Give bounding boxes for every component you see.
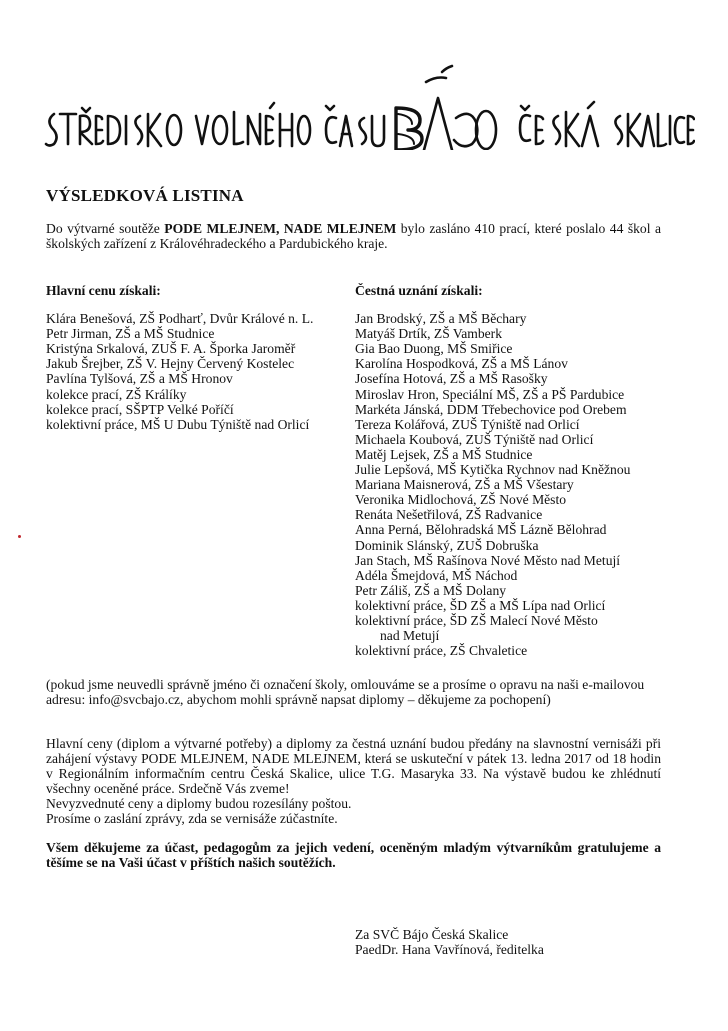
signature-line-1: Za SVČ Bájo Česká Skalice [355,927,509,942]
list-item: Adéla Šmejdová, MŠ Náchod [355,567,518,583]
list-item: kolekce prací, ZŠ Králíky [46,386,187,402]
list-item: Jan Stach, MŠ Rašínova Nové Město nad Metují [355,552,621,568]
stray-ink-mark [18,535,21,538]
list-item: kolektivní práce, ZŠ Chvaletice [355,643,528,659]
list-item: Michaela Koubová, ZUŠ Týniště nad Orlicí [355,431,594,447]
mailing-info [46,796,661,826]
intro-after: bylo zasláno 410 prací, které poslalo 44 škol a školských zařízení z Královéhradeckého a Pardubického kraje. [46,221,661,252]
page-title: VÝSLEDKOVÁ LISTINA [46,186,244,205]
list-item-continuation: nad Metují [380,628,440,644]
mailing-line-2: Prosíme o zaslání zprávy, zda se vernisáže zúčastníte. [46,811,338,827]
intro-paragraph [46,221,661,251]
mailing-line-1: Nevyzvednuté ceny a diplomy budou rozesílány poštou. [46,796,352,811]
list-item: Klára Benešová, ZŠ Podharť, Dvůr Králové n. L. [46,311,314,327]
main-prizes-section [46,283,346,432]
list-item: Petr Jirman, ZŠ a MŠ Studnice [46,326,215,342]
list-item: Karolína Hospodková, ZŠ a MŠ Lánov [355,356,568,372]
list-item: Jakub Šrejber, ZŠ V. Hejny Červený Kostelec [46,356,295,372]
list-item: kolektivní práce, ŠD ZŠ a MŠ Lípa nad Orlicí [355,597,606,613]
list-item: Jan Brodský, ZŠ a MŠ Běchary [355,311,527,327]
main-prizes-heading: Hlavní cenu získali: [46,283,161,298]
list-item: Veronika Midlochová, ZŠ Nové Město [355,492,567,508]
list-item: Markéta Jánská, DDM Třebechovice pod Orebem [355,401,627,417]
list-item: Anna Perná, Bělohradská MŠ Lázně Bělohrad [355,522,607,538]
intro-before: Do výtvarné soutěže [46,221,165,236]
list-item: Matyáš Drtík, ZŠ Vamberk [355,326,502,342]
list-item: Tereza Kolářová, ZUŠ Týniště nad Orlicí [355,416,580,432]
signature-line-2: PaedDr. Hana Vavřínová, ředitelka [355,942,544,958]
list-item: Petr Záliš, ZŠ a MŠ Dolany [355,582,507,598]
list-item: kolekce prací, SŠPTP Velké Poříčí [46,401,234,417]
main-prizes-list [46,311,346,432]
list-item: Pavlína Tylšová, ZŠ a MŠ Hronov [46,371,233,387]
list-item: Dominik Slánský, ZUŠ Dobruška [355,537,539,553]
competition-name: PODE MLEJNEM, NADE MLEJNEM [164,221,397,236]
list-item: kolektivní práce, MŠ U Dubu Týniště nad Orlicí [46,416,310,432]
organization-logo [40,56,695,150]
honorable-mentions-section [355,283,685,658]
announcement-paragraph: Hlavní ceny (diplom a výtvarné potřeby) a diplomy za čestná uznání budou předány na slavnostní vernisáži při zahájení výstavy PODE MLEJNEM, NADE MLEJNEM, která se uskuteční v pátek 13. ledna 2017 od 18 hodin v Regionálním informačním centru Česká Skalice, ulice T.G. Masaryka 33. Na výstavě budou ke zhlédnutí všechny oceněné práce. Srdečně Vás zveme! [46,736,661,797]
thanks-paragraph: Všem děkujeme za účast, pedagogům za jejich vedení, oceněným mladým výtvarníkům gratulujeme a těšíme se na Vaši účast v příštích našich soutěžích. [46,840,661,871]
list-item: Renáta Nešetřilová, ZŠ Radvanice [355,507,543,523]
honorable-mentions-heading: Čestná uznání získali: [355,283,483,298]
list-item: Julie Lepšová, MŠ Kytička Rychnov nad Kněžnou [355,462,631,478]
list-item: Kristýna Srkalová, ZUŠ F. A. Šporka Jaroměř [46,341,296,357]
list-item: Miroslav Hron, Speciální MŠ, ZŠ a PŠ Pardubice [355,386,625,402]
list-item: Gia Bao Duong, MŠ Smiřice [355,341,513,357]
list-item: Matěj Lejsek, ZŠ a MŠ Studnice [355,446,533,462]
list-item: Mariana Maisnerová, ZŠ a MŠ Všestary [355,477,574,493]
honorable-mentions-list [355,311,685,658]
apology-paragraph: (pokud jsme neuvedli správně jméno či označení školy, omlouváme se a prosíme o opravu na naši e-mailovou adresu: info@svcbajo.cz, abychom mohli správně napsat diplomy – děkujeme za pochopení) [46,677,645,708]
hand-lettered-logo [40,56,695,150]
signature-block [355,927,655,957]
list-item: Josefína Hotová, ZŠ a MŠ Rasošky [355,371,548,387]
list-item: kolektivní práce, ŠD ZŠ Malecí Nové Město [355,612,598,628]
